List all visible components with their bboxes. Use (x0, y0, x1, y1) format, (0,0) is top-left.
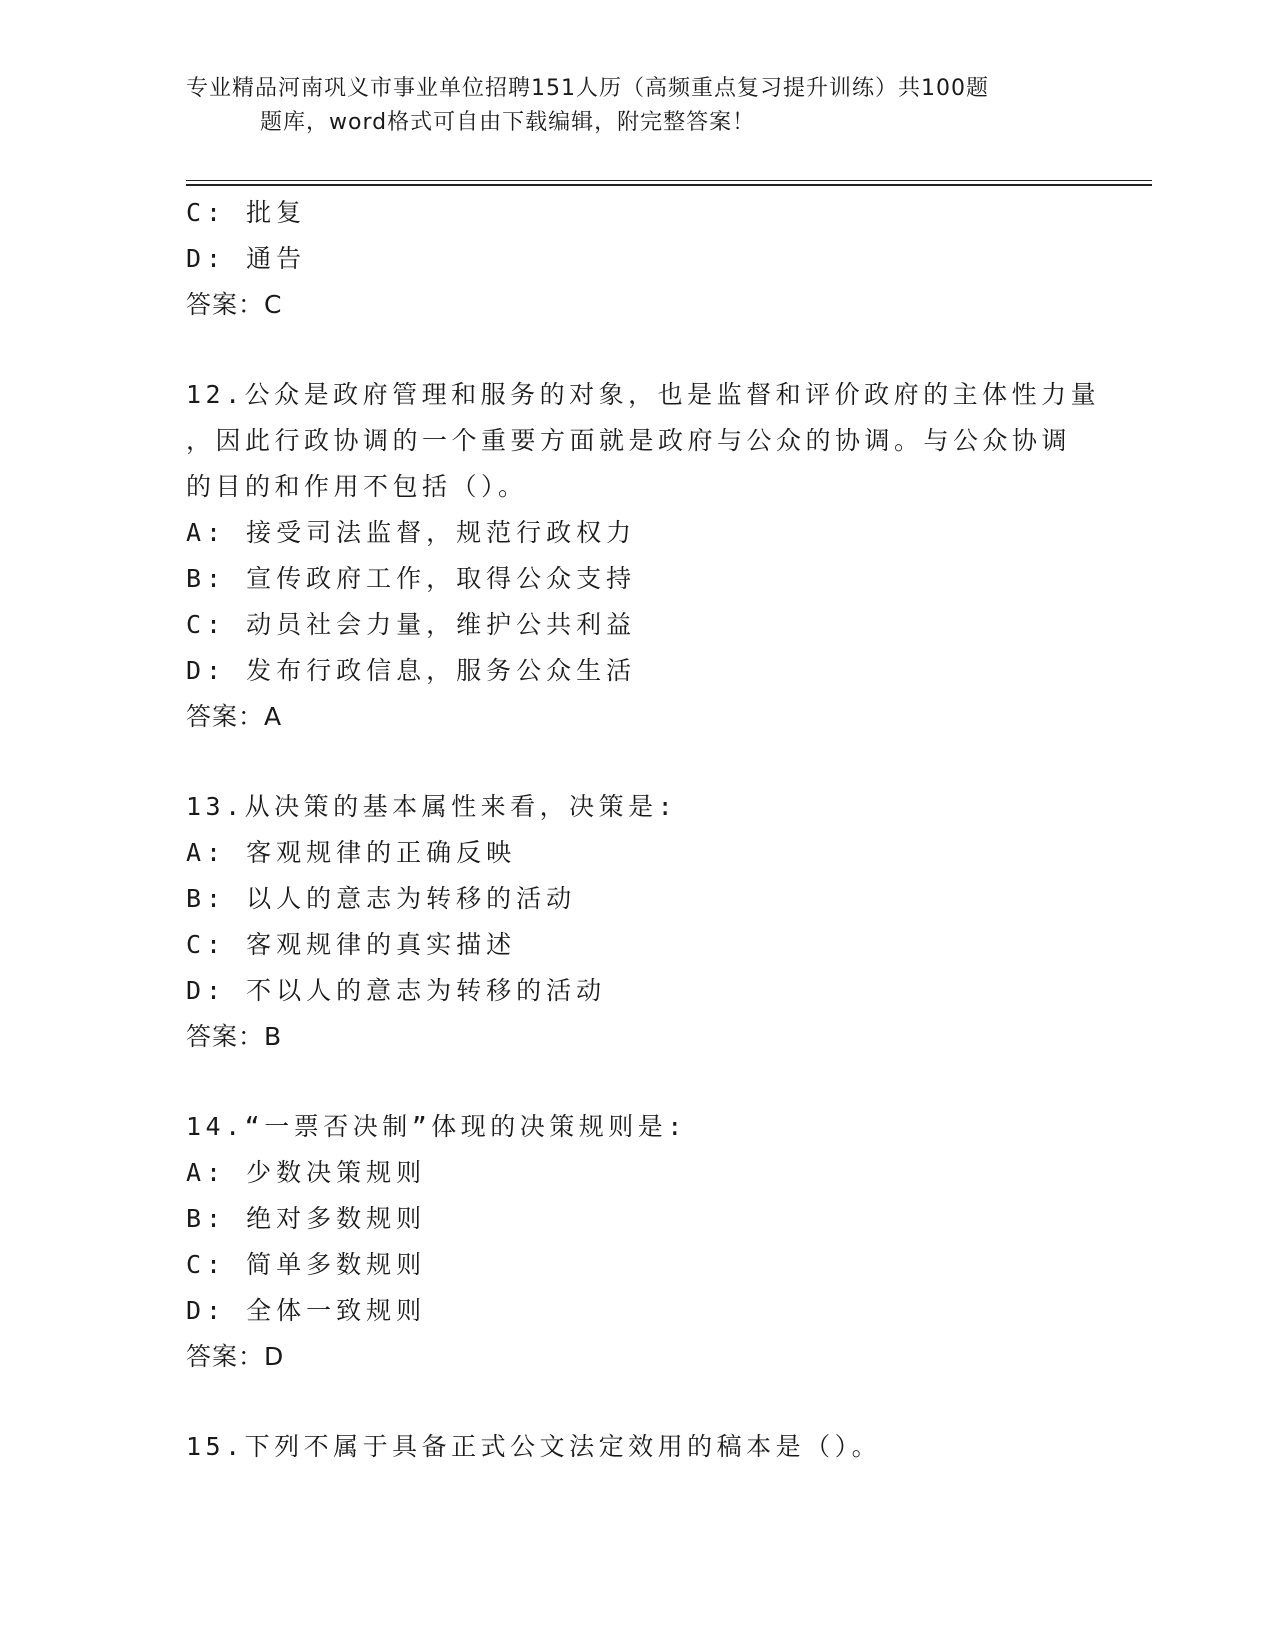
option-a: A: 客观规律的正确反映 (186, 838, 517, 867)
answer-line: 答案：C (186, 290, 283, 319)
header-title-line-2: 题库，word格式可自由下载编辑，附完整答案！ (260, 110, 756, 135)
header-divider-thin (186, 180, 1152, 181)
option-d: D: 全体一致规则 (186, 1296, 427, 1325)
question-stem-line: 12.公众是政府管理和服务的对象，也是监督和评价政府的主体性力量 (186, 380, 1101, 409)
option-d: D: 通告 (186, 244, 307, 273)
option-c: C: 客观规律的真实描述 (186, 930, 517, 959)
question-stem-line: 15.下列不属于具备正式公文法定效用的稿本是（）。 (186, 1432, 882, 1461)
option-a: A: 接受司法监督，规范行政权力 (186, 518, 637, 547)
question-stem-line: 14.“一票否决制”体现的决策规则是: (186, 1112, 687, 1141)
question-12 (186, 372, 1101, 740)
option-a: A: 少数决策规则 (186, 1158, 427, 1187)
header-title-line-1: 专业精品河南巩义市事业单位招聘151人历（高频重点复习提升训练）共100题 (186, 76, 989, 101)
option-d: D: 发布行政信息，服务公众生活 (186, 656, 637, 685)
option-b: B: 宣传政府工作，取得公众支持 (186, 564, 637, 593)
option-b: B: 以人的意志为转移的活动 (186, 884, 577, 913)
question-11-continued (186, 190, 1086, 328)
question-15 (186, 1424, 1086, 1470)
option-c: C: 批复 (186, 198, 307, 227)
answer-line: 答案：B (186, 1022, 283, 1051)
question-14 (186, 1104, 1086, 1380)
document-header (186, 72, 1066, 140)
question-stem-line: 13.从决策的基本属性来看，决策是: (186, 792, 678, 821)
question-stem-line: 的目的和作用不包括（）。 (186, 472, 528, 501)
question-13 (186, 784, 1086, 1060)
option-c: C: 简单多数规则 (186, 1250, 427, 1279)
header-divider-thick (186, 184, 1152, 186)
answer-line: 答案：D (186, 1342, 285, 1371)
question-stem-line: ，因此行政协调的一个重要方面就是政府与公众的协调。与公众协调 (186, 426, 1072, 455)
question-list (186, 190, 1101, 1470)
option-b: B: 绝对多数规则 (186, 1204, 427, 1233)
option-d: D: 不以人的意志为转移的活动 (186, 976, 607, 1005)
option-c: C: 动员社会力量，维护公共利益 (186, 610, 637, 639)
answer-line: 答案：A (186, 702, 283, 731)
